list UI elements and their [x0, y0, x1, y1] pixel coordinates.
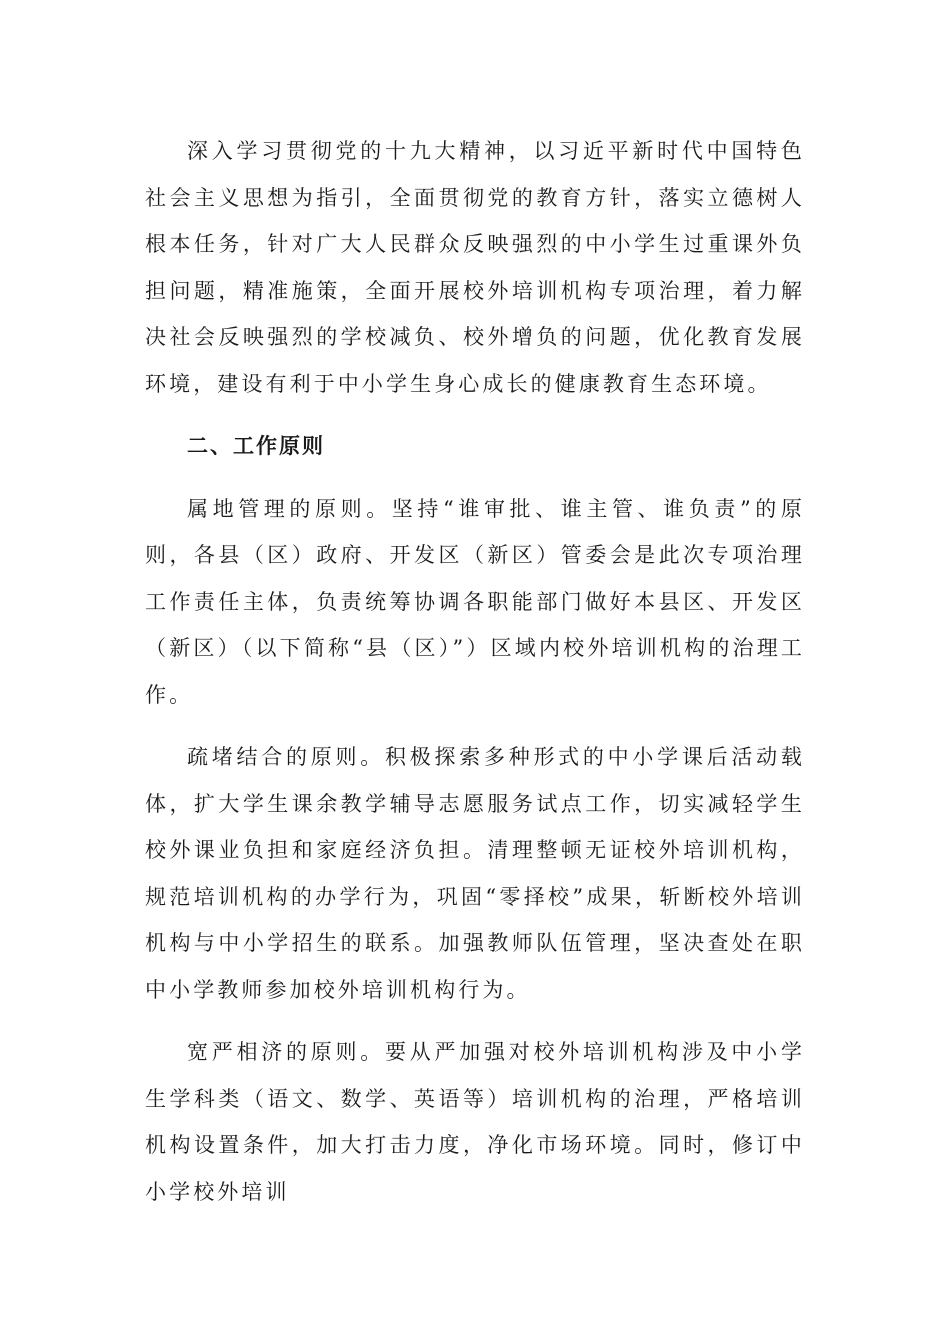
paragraph-intro: 深入学习贯彻党的十九大精神，以习近平新时代中国特色社会主义思想为指引，全面贯彻党的教育方针，落实立德树人根本任务，针对广大人民群众反映强烈的中小学生过重课外负担问题，精准施策，全面开展校外培训机构专项治理，着力解决社会反映强烈的学校减负、校外增负的问题，优化教育发展环境，建设有利于中小学生身心成长的健康教育生态环境。 — [145, 139, 805, 396]
paragraph-territorial-management: 属地管理的原则。坚持“谁审批、谁主管、谁负责”的原则，各县（区）政府、开发区（新区）管委会是此次专项治理工作责任主体，负责统筹协调各职能部门做好本县区、开发区（新区）（以下简称“县（区）”）区域内校外培训机构的治理工作。 — [145, 496, 805, 707]
document-body — [145, 128, 805, 1231]
paragraph-leniency-strictness: 宽严相济的原则。要从严加强对校外培训机构涉及中小学生学科类（语文、数学、英语等）培训机构的治理，严格培训机构设置条件，加大打击力度，净化市场环境。同时，修订中小学校外培训 — [145, 1040, 805, 1204]
section-heading-work-principles: 二、工作原则 — [187, 434, 325, 458]
paragraph-combine-guidance: 疏堵结合的原则。积极探索多种形式的中小学课后活动载体，扩大学生课余教学辅导志愿服务试点工作，切实减轻学生校外课业负担和家庭经济负担。清理整顿无证校外培训机构，规范培训机构的办学行为，巩固“零择校”成果，斩断校外培训机构与中小学招生的联系。加强教师队伍管理，坚决查处在职中小学教师参加校外培训机构行为。 — [145, 745, 805, 1002]
